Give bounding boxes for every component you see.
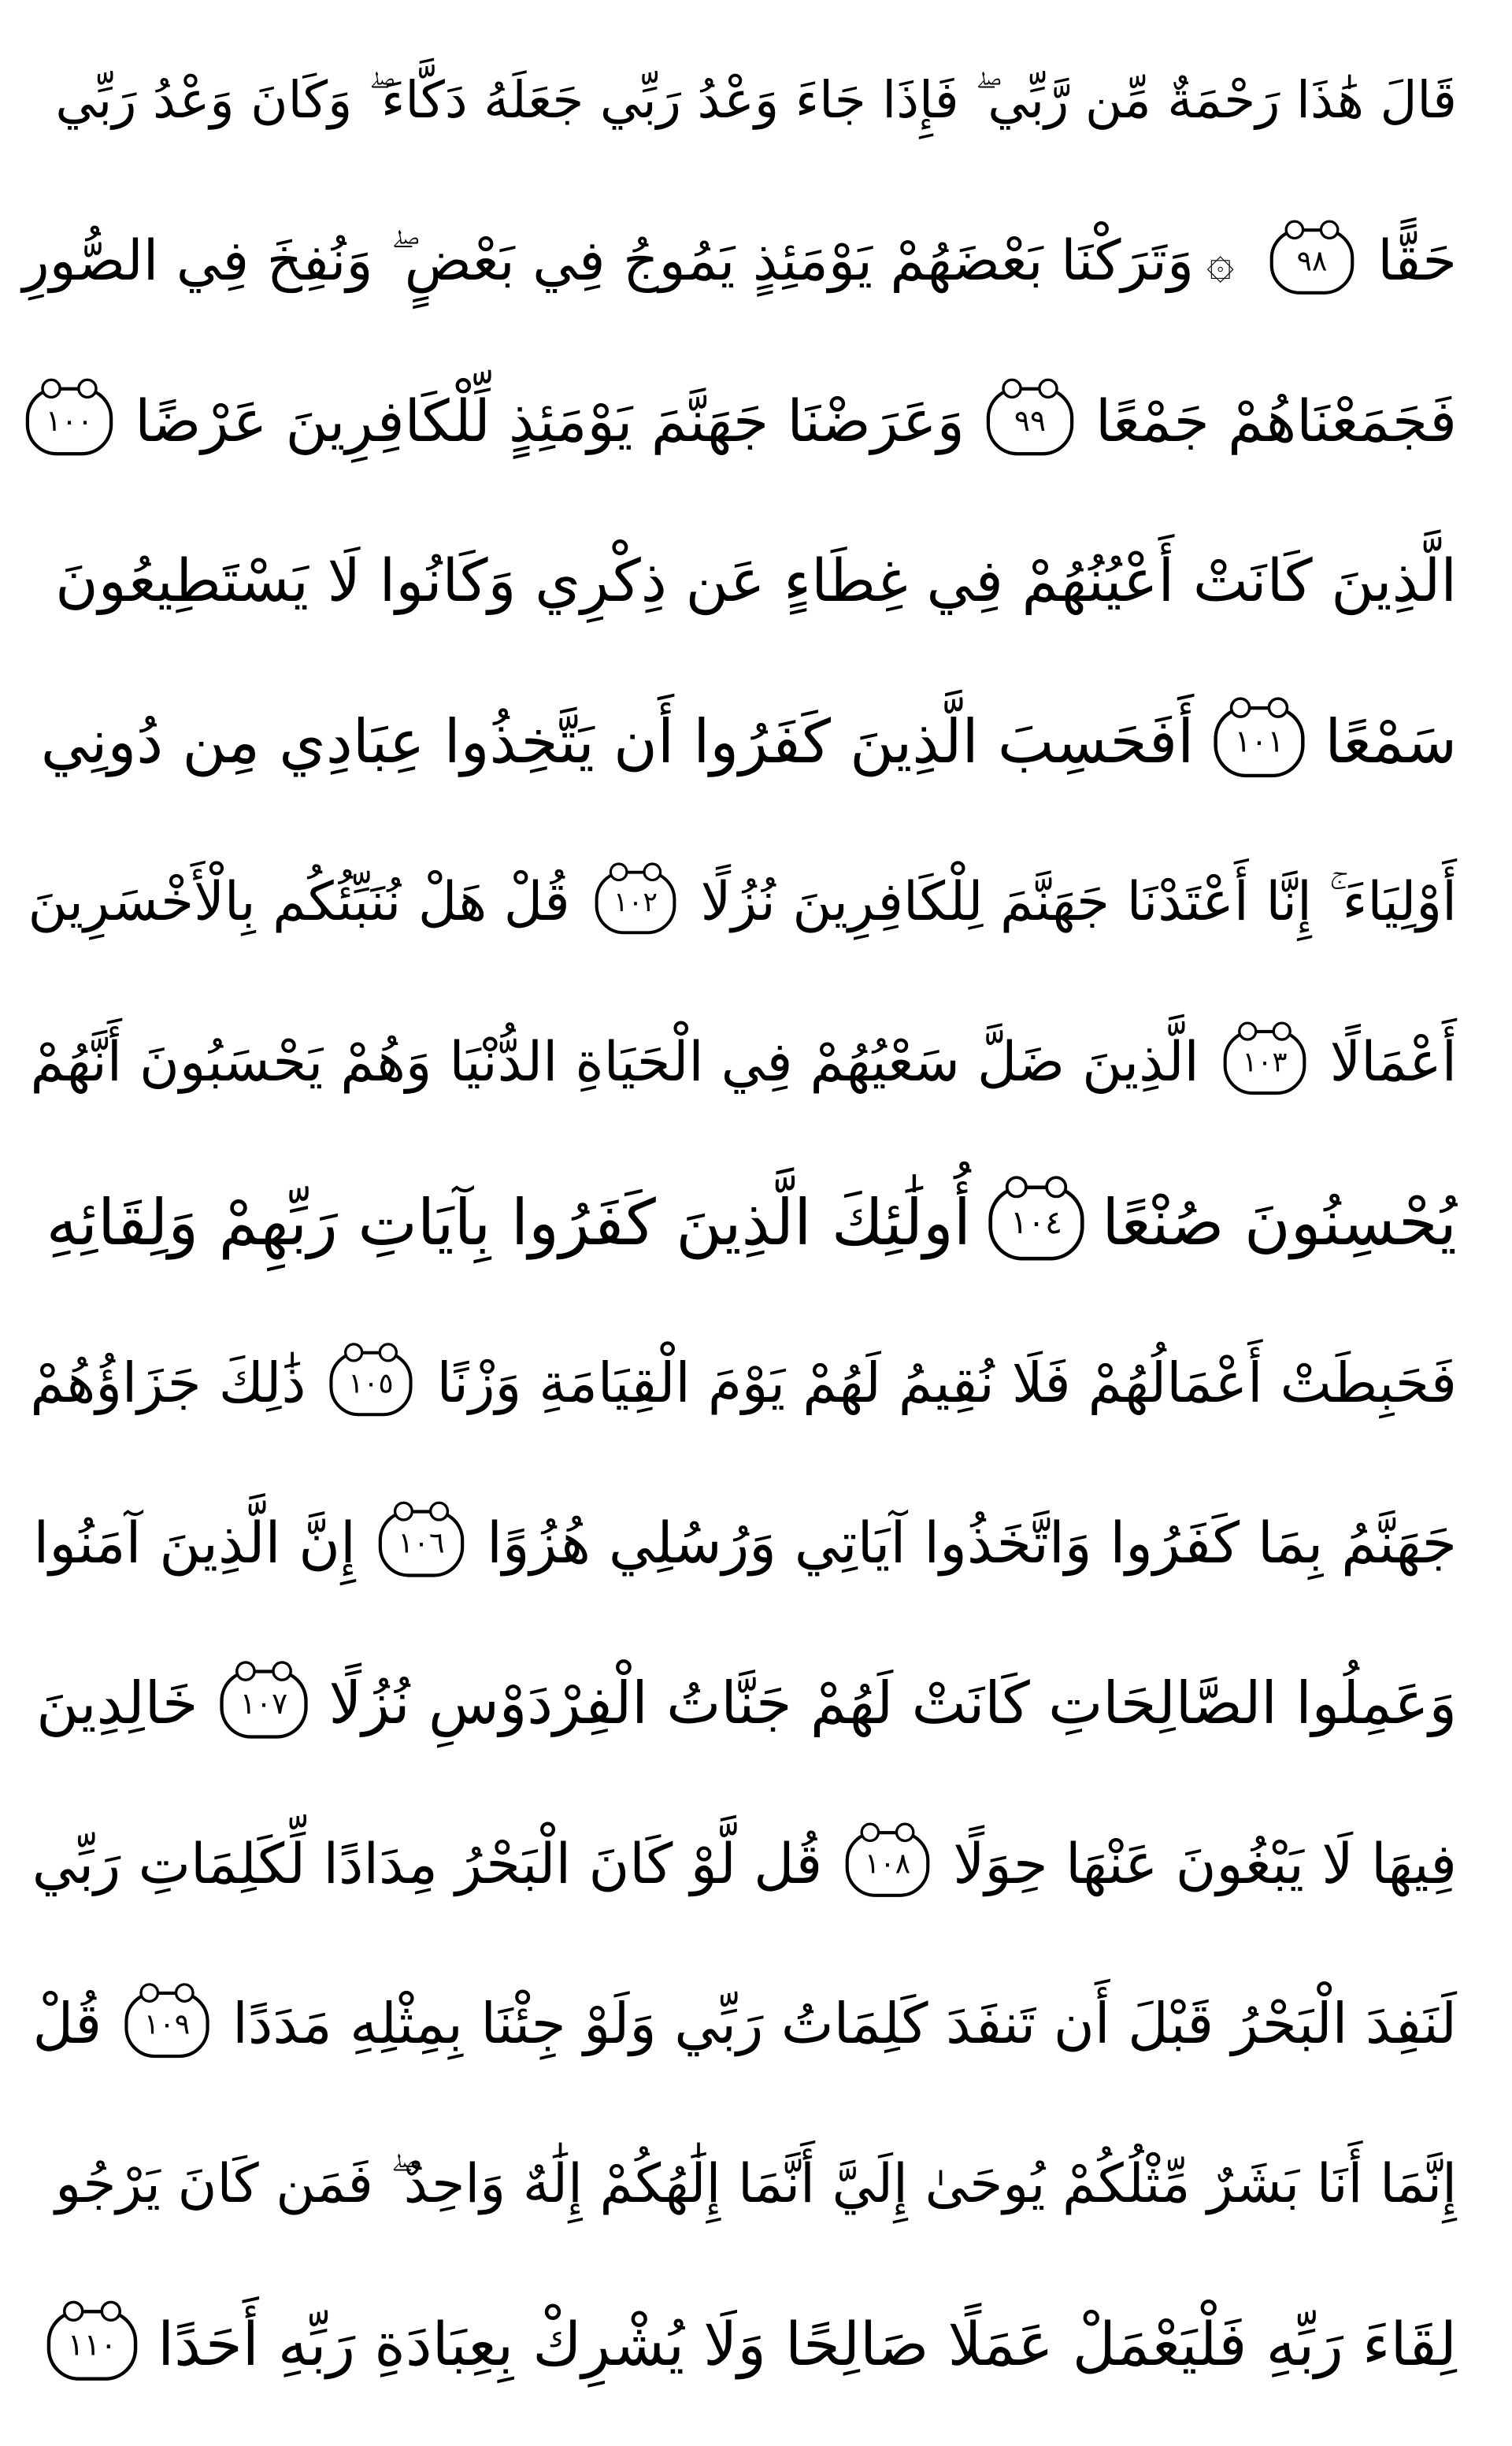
text-line — [36, 1635, 1457, 1773]
ayah-number-marker: ١٠٨ — [846, 1831, 930, 1897]
text-line — [55, 513, 1457, 651]
verse-text: فَجَمَعْنَاهُمْ جَمْعًا — [1095, 387, 1457, 455]
text-line — [55, 2115, 1457, 2254]
verse-text: فَحَبِطَتْ أَعْمَالُهُمْ فَلَا نُقِيمُ لَهُمْ يَوْمَ الْقِيَامَةِ وَزْنًا — [436, 1351, 1457, 1415]
text-line — [32, 1955, 1457, 2094]
ayah-number-marker: ١٠٥ — [330, 1351, 413, 1415]
verse-text: لِقَاءَ رَبِّهِ فَلْيَعْمَلْ عَمَلًا صَالِحًا وَلَا يُشْرِكْ بِعِبَادَةِ رَبِّهِ أَحَدًا — [158, 2310, 1457, 2379]
ayah-number-marker: ١٠٢ — [595, 871, 676, 935]
verse-text: أَفَحَسِبَ الَّذِينَ كَفَرُوا أَن يَتَّخِذُوا عِبَادِي مِن دُونِي — [40, 706, 1195, 777]
text-line — [28, 833, 1457, 972]
ayah-number-marker: ١٠٣ — [1223, 1030, 1306, 1095]
ayah-number-marker: ١٠٦ — [379, 1510, 465, 1577]
verse-text: الَّذِينَ كَانَتْ أَعْيُنُهُمْ فِي غِطَاءٍ عَن ذِكْرِي وَكَانُوا لَا يَسْتَطِيعُونَ — [55, 547, 1457, 616]
verse-text: وَعَمِلُوا الصَّالِحَاتِ كَانَتْ لَهُمْ جَنَّاتُ الْفِرْدَوْسِ نُزُلًا — [328, 1670, 1457, 1737]
verse-text: قُلْ هَلْ نُنَبِّئُكُم بِالْأَخْسَرِينَ — [28, 870, 570, 933]
verse-text: إِنَّ الَّذِينَ آمَنُوا — [33, 1510, 356, 1577]
hizb-marker-icon: ۞ — [1206, 233, 1235, 289]
ayah-number-marker: ١٠٠ — [26, 387, 113, 456]
ayah-number-marker: ١١٠ — [47, 2310, 137, 2381]
verse-text: إِنَّمَا أَنَا بَشَرٌ مِّثْلُكُمْ يُوحَىٰ إِلَيَّ أَنَّمَا إِلَٰهُكُمْ إِلَٰهٌ وَاحِدٌ ۖ فَمَن كَانَ يَرْجُو — [55, 2153, 1457, 2216]
verse-text: وَعَرَضْنَا جَهَنَّمَ يَوْمَئِذٍ لِّلْكَافِرِينَ عَرْضًا — [135, 387, 965, 455]
ayah-number-marker: ١٠٩ — [125, 1992, 209, 2058]
text-line — [33, 1474, 1457, 1613]
verse-text: قُلْ — [32, 1991, 102, 2057]
verse-text: ذَٰلِكَ جَزَاؤُهُمْ — [30, 1351, 306, 1415]
text-lines — [22, 32, 1457, 2414]
verse-text: سَمْعًا — [1325, 706, 1457, 777]
verse-text: قَالَ هَٰذَا رَحْمَةٌ مِّن رَّبِّي ۖ فَإِذَا جَاءَ وَعْدُ رَبِّي جَعَلَهُ دَكَّاءَ ۖ وَكَانَ وَعْدُ رَبِّي — [55, 70, 1457, 130]
verse-text: الَّذِينَ ضَلَّ سَعْيُهُمْ فِي الْحَيَاةِ الدُّنْيَا وَهُمْ يَحْسَبُونَ أَنَّهُمْ — [30, 1030, 1199, 1094]
verse-text: فِيهَا لَا يَبْغُونَ عَنْهَا حِوَلًا — [953, 1831, 1457, 1896]
ayah-number-marker: ١٠٧ — [220, 1670, 307, 1738]
text-line — [40, 673, 1457, 811]
verse-text: أَوْلِيَاءَ ۚ إِنَّا أَعْتَدْنَا جَهَنَّمَ لِلْكَافِرِينَ نُزُلًا — [700, 870, 1457, 933]
text-line — [32, 1795, 1457, 1933]
text-line — [46, 1154, 1457, 1292]
verse-text: لَنَفِدَ الْبَحْرُ قَبْلَ أَن تَنفَدَ كَلِمَاتُ رَبِّي وَلَوْ جِئْنَا بِمِثْلِهِ مَدَدًا — [232, 1991, 1457, 2057]
ayah-number-marker: ١٠٤ — [988, 1185, 1084, 1260]
ayah-number-marker: ٩٨ — [1270, 228, 1354, 295]
text-line — [22, 192, 1457, 331]
verse-text: أَعْمَالًا — [1329, 1030, 1457, 1094]
text-line — [46, 352, 1457, 491]
verse-text: يُحْسِنُونَ صُنْعًا — [1102, 1185, 1457, 1259]
verse-text: وَتَرَكْنَا بَعْضَهُمْ يَوْمَئِذٍ يَمُوجُ فِي بَعْضٍ ۖ وَنُفِخَ فِي الصُّورِ — [22, 228, 1195, 294]
text-line — [55, 2276, 1457, 2414]
ayah-number-marker: ١٠١ — [1214, 706, 1305, 777]
verse-text: قُل لَّوْ كَانَ الْبَحْرُ مِدَادًا لِّكَلِمَاتِ رَبِّي — [32, 1831, 823, 1896]
ayah-number-marker: ٩٩ — [987, 387, 1073, 456]
verse-text: حَقًّا — [1377, 228, 1457, 294]
text-line — [30, 993, 1457, 1132]
text-line — [30, 1314, 1457, 1453]
verse-text: أُولَٰئِكَ الَّذِينَ كَفَرُوا بِآيَاتِ رَبِّهِمْ وَلِقَائِهِ — [46, 1185, 972, 1259]
verse-text: جَهَنَّمُ بِمَا كَفَرُوا وَاتَّخَذُوا آيَاتِي وَرُسُلِي هُزُوًا — [486, 1510, 1457, 1577]
verse-text: خَالِدِينَ — [36, 1670, 198, 1737]
text-line — [55, 32, 1457, 170]
